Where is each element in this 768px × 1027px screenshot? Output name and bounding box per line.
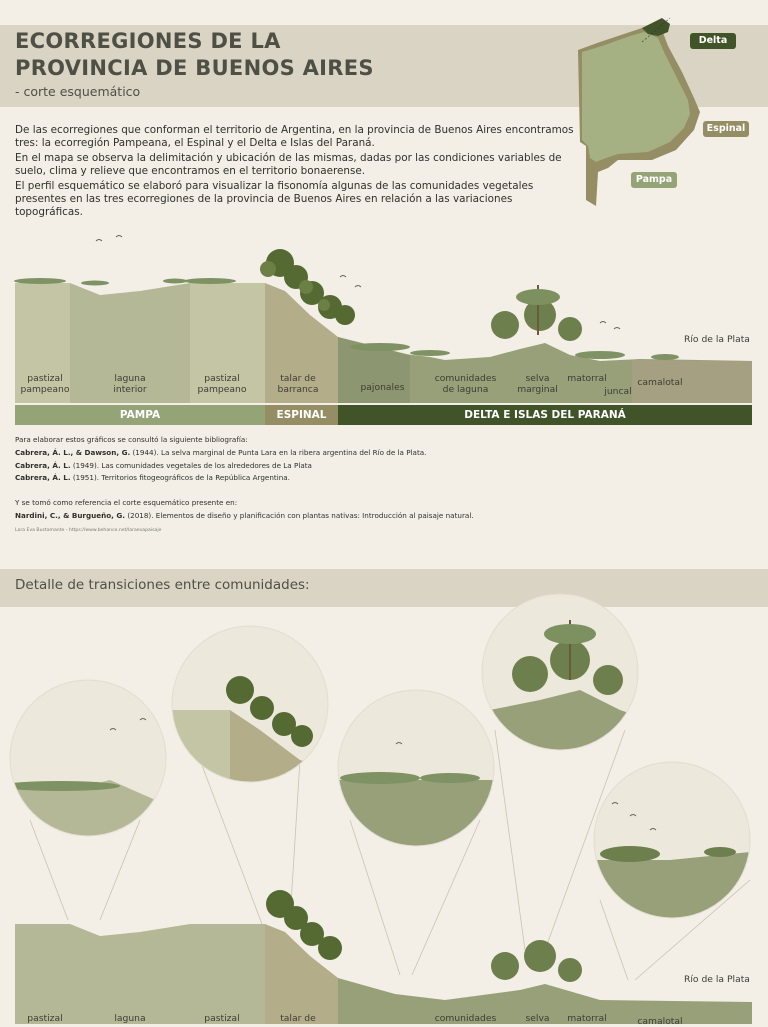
bottom-label-comunidades: comunidades xyxy=(434,1013,497,1024)
bottom-label-pastizal-1: pastizal xyxy=(27,1013,63,1024)
biblio-intro-2: Y se tomó como referencia el corte esquemático presente en: xyxy=(15,498,238,508)
bottom-label-camalotal: camalotal xyxy=(637,1016,683,1027)
author-credit[interactable]: Lara Eva Bustamante - https://www.behance.net/laraevapaisaje xyxy=(15,528,162,533)
label-laguna-interior: laguna interior xyxy=(113,373,147,395)
label-juncal: juncal xyxy=(604,386,632,397)
label-matorral: matorral xyxy=(567,373,607,384)
label-rio-de-la-plata: Río de la Plata xyxy=(684,334,750,345)
title-line-1: ECORREGIONES DE LA xyxy=(15,29,281,53)
label-pajonales: pajonales xyxy=(360,382,405,393)
map-tag-espinal: Espinal xyxy=(703,121,749,137)
region-bar-delta: DELTA E ISLAS DEL PARANÁ xyxy=(338,405,752,425)
bottom-label-selva: selva xyxy=(525,1013,550,1024)
section-title: Detalle de transiciones entre comunidades: xyxy=(15,577,310,593)
bibliography xyxy=(15,434,575,523)
biblio-ref-1: Cabrera, Á. L., & Dawson, G. (1944). La selva marginal de Punta Lara en la ribera argentina del Río de la Plata. xyxy=(15,447,427,457)
label-selva-marginal: selva marginal xyxy=(517,373,558,395)
bottom-label-rio: Río de la Plata xyxy=(684,974,750,985)
bottom-label-matorral: matorral xyxy=(567,1013,607,1024)
detail-circle-talar xyxy=(160,620,340,800)
page-subtitle: - corte esquemático xyxy=(15,84,141,99)
label-camalotal: camalotal xyxy=(637,377,683,388)
detail-circle-selva xyxy=(480,590,660,770)
intro-paragraph-3: El perfil esquemático se elaboró para visualizar la fisonomía algunas de las comunidades vegetales presentes en las tres ecorregiones de la provincia de Buenos Aires en relación a las variaciones topográficas. xyxy=(15,179,534,219)
region-bar-espinal: ESPINAL xyxy=(265,405,338,425)
map-tag-delta: Delta xyxy=(690,33,736,49)
title-line-2: PROVINCIA DE BUENOS AIRES xyxy=(15,56,374,80)
page-title xyxy=(15,28,374,82)
region-bar-pampa: PAMPA xyxy=(15,405,265,425)
bottom-label-talar: talar de xyxy=(280,1013,316,1024)
intro-text xyxy=(15,124,575,221)
biblio-ref-2: Cabrera, Á. L. (1949). Las comunidades vegetales de los alrededores de La Plata xyxy=(15,460,312,470)
detail-circle-camalotal xyxy=(590,760,768,940)
label-talar-de-barranca: talar de barranca xyxy=(277,373,319,395)
intro-paragraph-1: De las ecorregiones que conforman el territorio de Argentina, en la provincia de Buenos Aires encontramos tres: la ecorregión Pampeana, el Espinal y el Delta e Islas del Paraná. xyxy=(15,124,574,150)
detail-circle-pastizal-laguna xyxy=(0,670,180,850)
intro-paragraph-2: En el mapa se observa la delimitación y ubicación de las mismas, dadas por las condiciones variables de suelo, clima y relieve que encontramos en el territorio bonaerense. xyxy=(15,151,562,178)
biblio-intro: Para elaborar estos gráficos se consultó la siguiente bibliografía: xyxy=(15,435,248,444)
bottom-label-pastizal-2: pastizal xyxy=(204,1013,240,1024)
bottom-label-laguna: laguna xyxy=(114,1013,146,1024)
map-tag-pampa: Pampa xyxy=(631,172,677,188)
biblio-ref-4: Nardini, C., & Burgueño, G. (2018). Elementos de diseño y planificación con plantas nativas: Introducción al paisaje natural. xyxy=(15,510,474,520)
label-pastizal-pampeano-2: pastizal pampeano xyxy=(197,373,247,395)
detail-circle-pajonal xyxy=(330,680,510,860)
transition-details xyxy=(0,590,768,1024)
label-comunidades-de-laguna: comunidades de laguna xyxy=(434,373,497,395)
biblio-ref-3: Cabrera, Á. L. (1951). Territorios fitogeográficos de la República Argentina. xyxy=(15,473,290,483)
label-pastizal-pampeano-1: pastizal pampeano xyxy=(20,373,70,395)
